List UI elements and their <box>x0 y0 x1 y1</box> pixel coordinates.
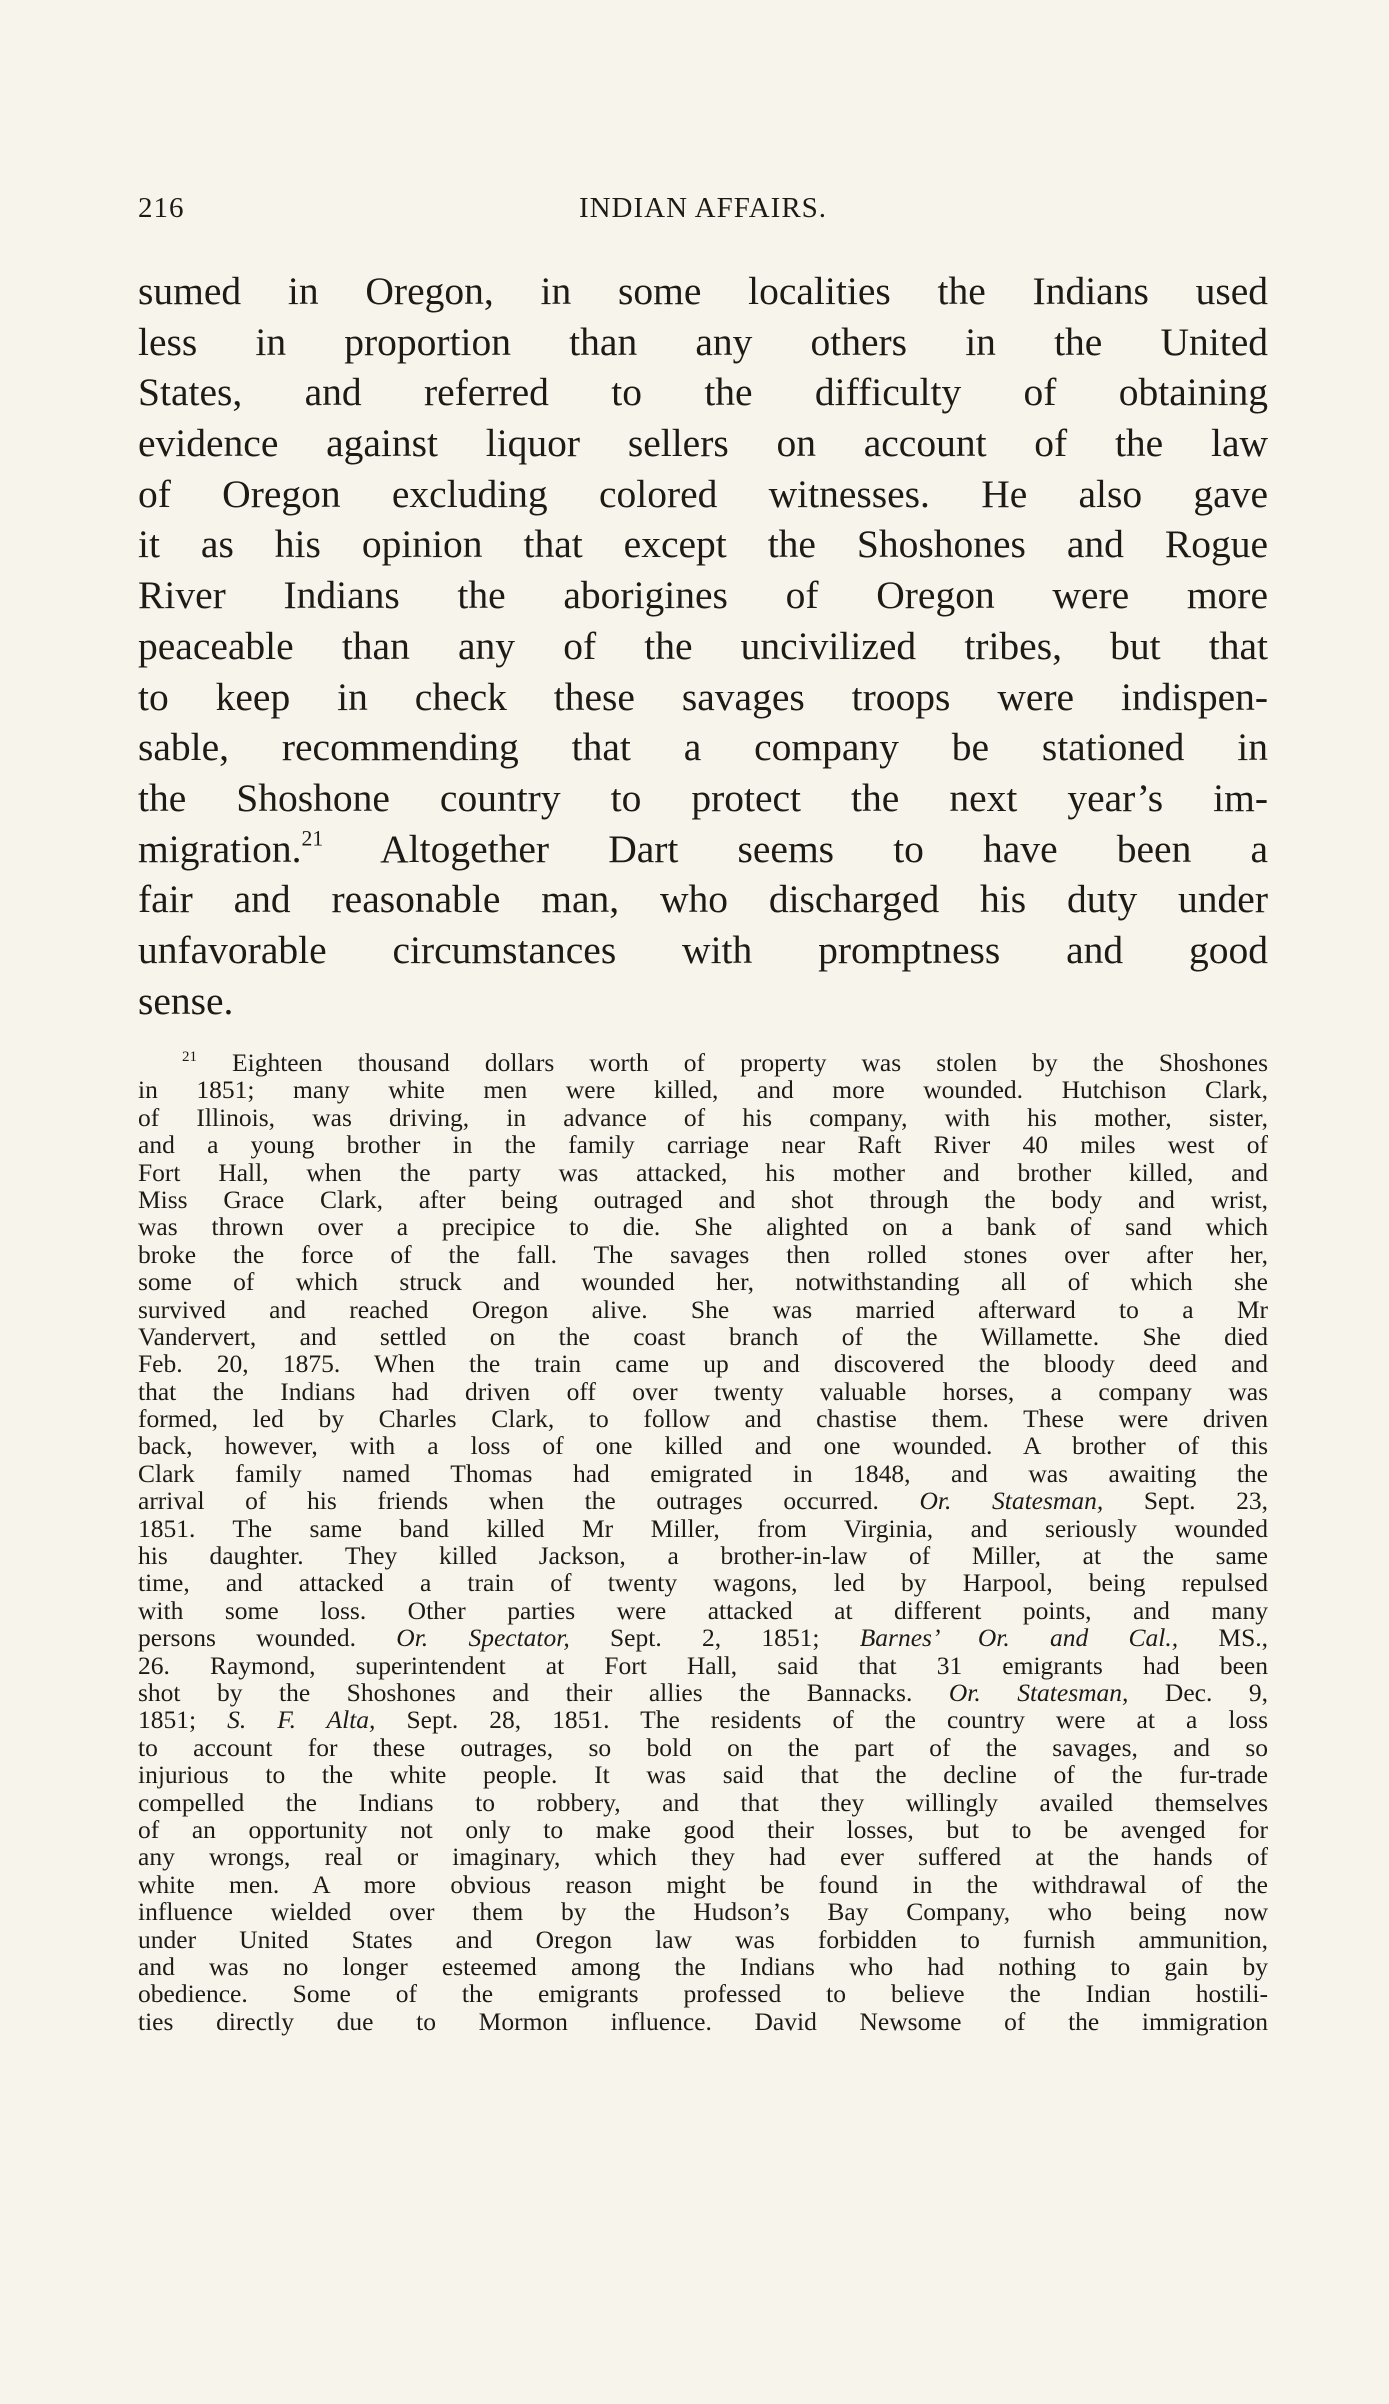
footnote-number: 21 <box>182 1049 197 1065</box>
body-line-with-footnote-ref <box>138 824 1268 875</box>
citation: S. F. Alta, <box>227 1705 376 1735</box>
footnote-line: of an opportunity not only to make good their losses, but to be avenged for <box>138 1814 1268 1844</box>
body-line: the Shoshone country to protect the next year’s im- <box>138 775 1268 820</box>
footnote-line: some of which struck and wounded her, notwithstanding all of which she <box>138 1267 1268 1297</box>
body-line: unfavorable circumstances with promptness and good <box>138 927 1268 972</box>
footnote-reference: 21 <box>301 826 324 851</box>
footnote-line: Feb. 20, 1875. When the train came up and discovered the bloody deed and <box>138 1349 1268 1379</box>
body-text: migration. <box>138 826 302 871</box>
footnote-line: white men. A more obvious reason might be found in the withdrawal of the <box>138 1869 1268 1899</box>
page-number: 216 <box>138 192 185 224</box>
footnote-line: of Illinois, was driving, in advance of his company, with his mother, sister, <box>138 1102 1268 1132</box>
body-line: of Oregon excluding colored witnesses. He also gave <box>138 471 1268 516</box>
footnote-line <box>138 1049 1268 1076</box>
body-text: Altogether Dart seems to have been a <box>323 826 1268 871</box>
footnote-line: 1851. The same band killed Mr Miller, from Virginia, and seriously wounded <box>138 1513 1268 1543</box>
footnote-text: Eighteen thousand dollars worth of property was stolen by the Shoshones <box>232 1048 1268 1077</box>
footnote-line: and was no longer esteemed among the Indians who had nothing to gain by <box>138 1951 1268 1981</box>
footnote-text: Sept. 23, <box>1103 1486 1269 1516</box>
citation: Or. Spectator, <box>396 1623 570 1653</box>
footnote-line: Miss Grace Clark, after being outraged and shot through the body and wrist, <box>138 1184 1268 1214</box>
footnote-line: obedience. Some of the emigrants professed to believe the Indian hostili- <box>138 1979 1268 2009</box>
footnote-line: Vandervert, and settled on the coast branch of the Willamette. She died <box>138 1321 1268 1351</box>
footnote-line: in 1851; many white men were killed, and more wounded. Hutchison Clark, <box>138 1075 1268 1105</box>
footnote-line: Fort Hall, when the party was attacked, his mother and brother killed, and <box>138 1157 1268 1187</box>
footnote-line <box>138 1624 1268 1651</box>
body-line: it as his opinion that except the Shoshones and Rogue <box>138 522 1268 567</box>
footnote-line: survived and reached Oregon alive. She was married afterward to a Mr <box>138 1294 1268 1324</box>
footnote-line: compelled the Indians to robbery, and that they willingly availed themselves <box>138 1787 1268 1817</box>
footnote-line: 26. Raymond, superintendent at Fort Hall, said that 31 emigrants had been <box>138 1650 1268 1680</box>
footnote-line: was thrown over a precipice to die. She alighted on a bank of sand which <box>138 1212 1268 1242</box>
footnote-line: injurious to the white people. It was said that the decline of the fur-trade <box>138 1760 1268 1790</box>
footnote-line: Clark family named Thomas had emigrated in 1848, and was awaiting the <box>138 1458 1268 1488</box>
body-line: to keep in check these savages troops were indispen- <box>138 674 1268 719</box>
footnote-line: to account for these outrages, so bold on the part of the savages, and so <box>138 1732 1268 1762</box>
footnote-line: back, however, with a loss of one killed and one wounded. A brother of this <box>138 1431 1268 1461</box>
footnote-line: broke the force of the fall. The savages then rolled stones over after her, <box>138 1239 1268 1269</box>
running-head <box>138 192 1268 232</box>
footnote-line: and a young brother in the family carriage near Raft River 40 miles west of <box>138 1130 1268 1160</box>
body-paragraph <box>138 266 1268 1026</box>
body-line: peaceable than any of the uncivilized tribes, but that <box>138 623 1268 668</box>
footnote-text: 1851; <box>138 1705 228 1735</box>
body-line: sable, recommending that a company be stationed in <box>138 725 1268 770</box>
body-line: River Indians the aborigines of Oregon were more <box>138 573 1268 618</box>
footnote-line: his daughter. They killed Jackson, a brother-in-law of Miller, at the same <box>138 1541 1268 1571</box>
footnote-line: ties directly due to Mormon influence. David Newsome of the immigration <box>138 2006 1268 2036</box>
citation: Or. Statesman, <box>919 1486 1104 1516</box>
footnote-line: with some loss. Other parties were attacked at different points, and many <box>138 1595 1268 1625</box>
footnote-text: arrival of his friends when the outrages occurred. <box>138 1486 920 1516</box>
footnote <box>138 1049 1268 2035</box>
footnote-text: MS., <box>1178 1623 1269 1653</box>
citation: Or. Statesman, <box>948 1677 1129 1707</box>
footnote-line: under United States and Oregon law was forbidden to furnish ammunition, <box>138 1924 1268 1954</box>
footnote-line: influence wielded over them by the Hudson’s Bay Company, who being now <box>138 1897 1268 1927</box>
citation: Barnes’ Or. and Cal., <box>859 1623 1179 1653</box>
body-line: less in proportion than any others in the United <box>138 319 1268 364</box>
footnote-text: Dec. 9, <box>1128 1677 1268 1707</box>
footnote-line <box>138 1487 1268 1514</box>
footnote-line <box>138 1679 1268 1706</box>
footnote-text: Sept. 28, 1851. The residents of the country were at a loss <box>375 1705 1268 1735</box>
body-line: sense. <box>138 978 234 1023</box>
body-line: States, and referred to the difficulty of obtaining <box>138 370 1268 415</box>
footnote-text: persons wounded. <box>138 1623 397 1653</box>
body-line: fair and reasonable man, who discharged his duty under <box>138 877 1268 922</box>
body-line: sumed in Oregon, in some localities the Indians used <box>138 269 1268 313</box>
footnote-line <box>138 1706 1268 1733</box>
footnote-line: formed, led by Charles Clark, to follow and chastise them. These were driven <box>138 1404 1268 1434</box>
body-line: evidence against liquor sellers on account of the law <box>138 421 1268 466</box>
footnote-line: any wrongs, real or imaginary, which they had ever suffered at the hands of <box>138 1842 1268 1872</box>
footnote-text: shot by the Shoshones and their allies the Bannacks. <box>138 1677 949 1707</box>
footnote-line: that the Indians had driven off over twenty valuable horses, a company was <box>138 1376 1268 1406</box>
footnote-line: time, and attacked a train of twenty wagons, led by Harpool, being repulsed <box>138 1568 1268 1598</box>
footnote-text: Sept. 2, 1851; <box>569 1623 860 1653</box>
running-title: INDIAN AFFAIRS. <box>578 192 828 224</box>
